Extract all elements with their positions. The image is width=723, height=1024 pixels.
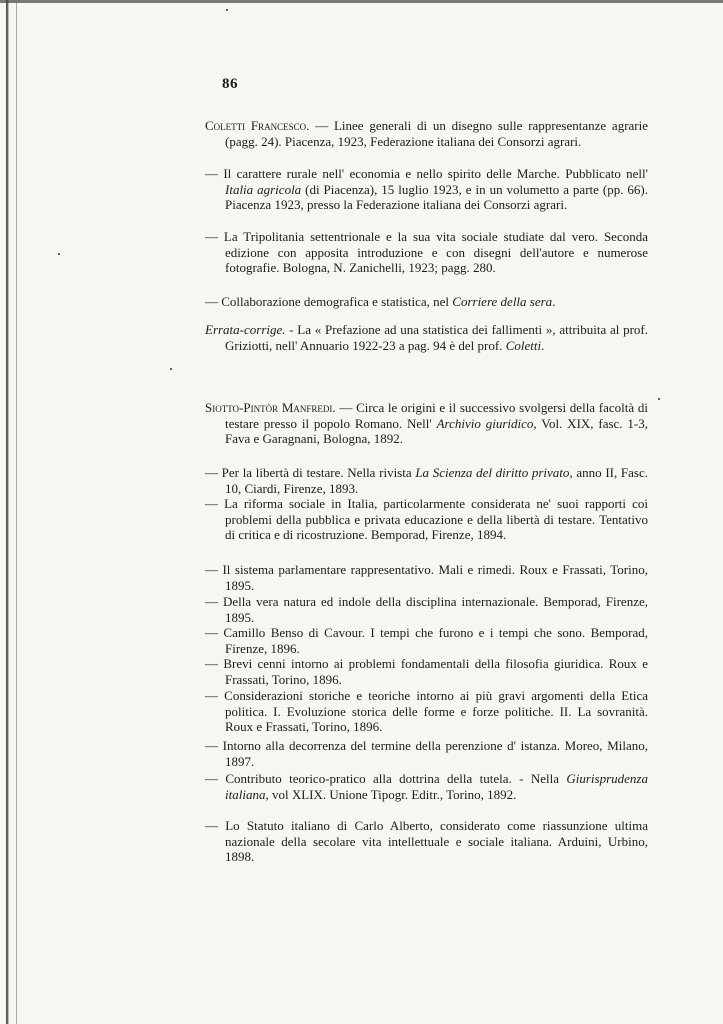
scan-speck bbox=[170, 368, 172, 370]
bibliography-entry bbox=[205, 562, 648, 593]
entry-italic: La Scienza del diritto privato bbox=[415, 465, 570, 480]
entry-text: — La riforma sociale in Italia, particolarmente considerata ne' suoi rapporti coi problemi della pubblica e privata educazione e della libertà di testare. Tentativo di critica e di ricostruzione. Bemporad, Firenze, 1894. bbox=[205, 496, 648, 543]
author-name: Coletti Francesco. bbox=[205, 118, 310, 133]
errata-text: - La « Prefazione ad una statistica dei fallimenti », attribuita al prof. Griziotti, nell' Annuario 1922-23 a pag. 94 è del prof. bbox=[225, 322, 648, 353]
entry-text: — La Tripolitania settentrionale e la sua vita sociale studiate dal vero. Seconda edizione con apposita introduzione e con disegni dell'autore e numerose fotografie. Bologna, N. Zanichelli, 1923; pagg. 280. bbox=[205, 229, 648, 276]
bibliography-entry bbox=[205, 688, 648, 735]
entry-text: — Circa le origini e il successivo svolgersi della facoltà di testare presso il popolo Romano. Nell' bbox=[225, 400, 648, 431]
bibliography-entry bbox=[205, 771, 648, 802]
bibliography-entry bbox=[205, 400, 648, 447]
bibliography-entry bbox=[205, 594, 648, 625]
entry-italic: Italia agricola bbox=[225, 181, 302, 197]
errata-end: . bbox=[541, 337, 545, 353]
entry-text: . bbox=[552, 294, 556, 309]
bibliography-entry bbox=[205, 294, 648, 310]
scan-speck bbox=[658, 398, 660, 400]
scan-binding-edge bbox=[6, 0, 9, 1024]
entry-text: — Per la libertà di testare. Nella rivista bbox=[205, 465, 416, 480]
errata-name: Coletti bbox=[505, 337, 542, 353]
bibliography-entry bbox=[205, 465, 648, 496]
scan-speck bbox=[58, 253, 60, 255]
bibliography-entry bbox=[205, 229, 648, 276]
bibliography-entry bbox=[205, 166, 648, 213]
page-number: 86 bbox=[222, 76, 238, 92]
bibliography-entry bbox=[205, 818, 648, 865]
entry-text: — Collaborazione demografica e statistica, nel bbox=[205, 294, 453, 309]
entry-text: — Intorno alla decorrenza del termine della perenzione d' istanza. Moreo, Milano, 1897. bbox=[205, 738, 648, 769]
bibliography-entry bbox=[205, 496, 648, 543]
bibliography-entry bbox=[205, 656, 648, 687]
entry-text: — Lo Statuto italiano di Carlo Alberto, considerato come riassunzione ultima nazionale della secolare vita intellettuale e sociale italiana. Arduini, Urbino, 1898. bbox=[205, 818, 648, 865]
entry-text: — Brevi cenni intorno ai problemi fondamentali della filosofia giuridica. Roux e Frassati, Torino, 1896. bbox=[205, 656, 648, 687]
errata-label: Errata-corrige. bbox=[205, 322, 286, 337]
entry-text: — Il sistema parlamentare rappresentativo. Mali e rimedi. Roux e Frassati, Torino, 1895. bbox=[205, 562, 648, 593]
entry-text: , Vol. XIX, fasc. 1-3, Fava e Garagnani, Bologna, 1892. bbox=[225, 415, 648, 447]
entry-italic: Archivio giuridico bbox=[436, 415, 534, 431]
scan-speck bbox=[226, 9, 228, 11]
entry-italic: Giurisprudenza italiana bbox=[225, 771, 648, 802]
entry-text: (di Piacenza), 15 luglio 1923, e in un volumetto a parte (pp. 66). Piacenza 1923, presso la Federazione italiana dei Consorzi agrari. bbox=[225, 181, 648, 213]
entry-text: — Considerazioni storiche e teoriche intorno ai più gravi argomenti della Etica politica. I. Evoluzione storica delle forme e forze politiche. II. La sovranità. Roux e Frassati, Torino, 1896. bbox=[205, 688, 648, 735]
bibliography-entry bbox=[205, 625, 648, 656]
entry-text: — Il carattere rurale nell' economia e nello spirito delle Marche. Pubblicato nell' bbox=[205, 166, 648, 181]
entry-text: — Della vera natura ed indole della disciplina internazionale. Bemporad, Firenze, 1895. bbox=[205, 594, 648, 625]
errata-corrige-note bbox=[205, 322, 648, 353]
entry-text: — Linee generali di un disegno sulle rappresentanze agrarie (pagg. 24). Piacenza, 1923, Federazione italiana dei Consorzi agrari. bbox=[225, 118, 649, 149]
entry-text: — Contributo teorico-pratico alla dottrina della tutela. - Nella bbox=[205, 771, 567, 786]
entry-text: , vol XLIX. Unione Tipogr. Editr., Torino, 1892. bbox=[265, 786, 517, 802]
entry-text: — Camillo Benso di Cavour. I tempi che furono e i tempi che sono. Bemporad, Firenze, 1896. bbox=[205, 625, 648, 656]
scan-binding-line bbox=[16, 0, 17, 1024]
bibliography-entry bbox=[205, 738, 648, 769]
entry-italic: Corriere della sera bbox=[452, 294, 553, 309]
scan-top-edge bbox=[0, 0, 723, 3]
author-name: Siotto-Pintòr Manfredi. bbox=[205, 400, 336, 415]
bibliography-entry bbox=[205, 118, 648, 149]
entry-text: , anno II, Fasc. 10, Ciardi, Firenze, 1893. bbox=[225, 465, 648, 496]
